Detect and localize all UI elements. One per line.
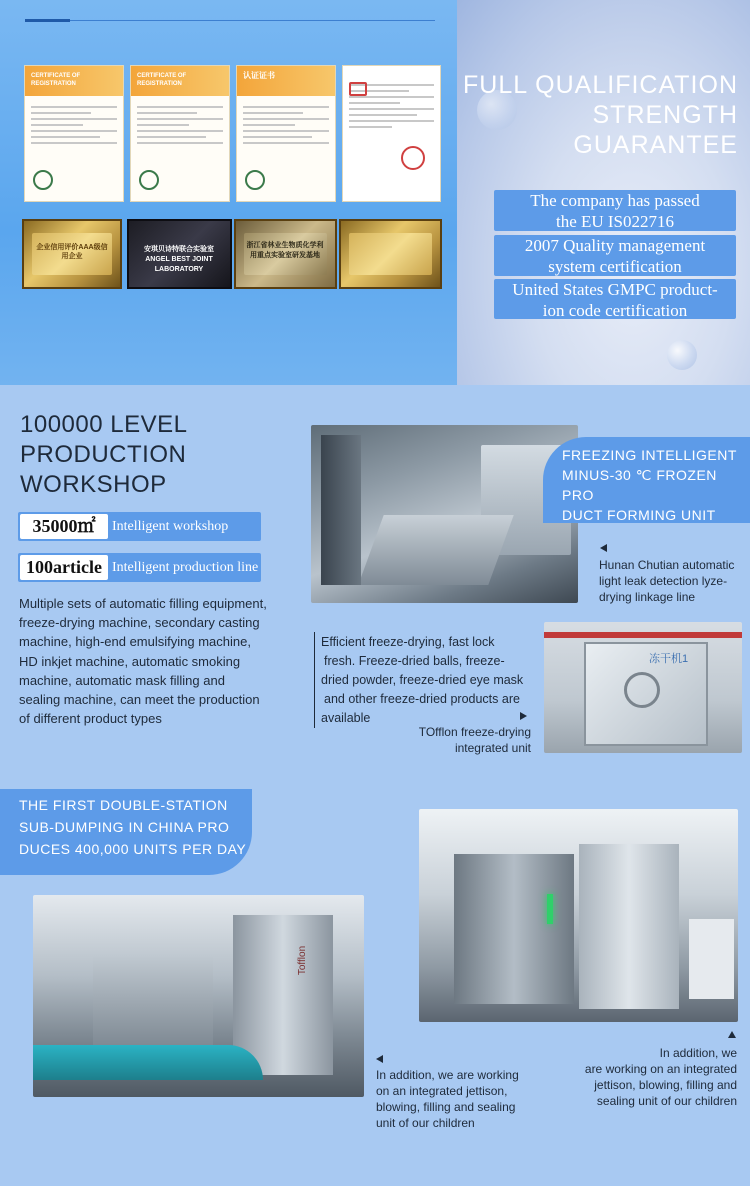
qualification-title-line2: STRENGTH GUARANTEE: [573, 101, 738, 159]
qualification-title-line1: FULL QUALIFICATION: [463, 71, 738, 99]
freezing-unit-tag: [543, 437, 750, 523]
water-drop-image: [667, 340, 697, 370]
caption-line: drying linkage line: [599, 590, 696, 604]
cert-item-line: the EU IS022716: [555, 212, 675, 231]
dumping-tag-line: SUB-DUMPING IN CHINA PRO: [19, 819, 230, 835]
stat-workshop-area: [18, 512, 261, 541]
stat-label: Intelligent production line: [112, 560, 259, 575]
caption-line: blowing, filling and sealing: [376, 1100, 516, 1114]
machine-label: 冻干机1: [649, 653, 689, 665]
plaque-image: [127, 219, 232, 289]
hunan-caption: [599, 557, 744, 605]
plaque-image: [234, 219, 337, 289]
stat-value: 35000㎡: [20, 514, 108, 539]
freeze-unit-photo: [311, 425, 578, 603]
cert-item-gmpc: [494, 279, 736, 319]
qualification-section: [0, 0, 750, 385]
qualification-title: [460, 70, 738, 160]
plaque-text: 企业信用评价AAA级信用企业: [36, 244, 108, 260]
certificate-image: [342, 65, 441, 202]
dumping-tag-line: DUCES 400,000 UNITS PER DAY: [19, 841, 247, 857]
caption-line: integrated unit: [454, 741, 531, 755]
description-line: available: [321, 711, 371, 725]
jettison-unit-photo: [419, 809, 738, 1022]
cert-item-quality: [494, 235, 736, 276]
arrow-left-icon: [600, 544, 607, 552]
description-line: dried powder, freeze-dried eye mask: [321, 673, 524, 687]
stat-production-lines: [18, 553, 261, 582]
workshop-title-line: PRODUCTION: [20, 441, 187, 468]
description-line: and other freeze-dried products are: [324, 692, 520, 706]
certificate-header: 认证证书: [243, 71, 275, 80]
plaque-text: 安琪贝诗特联合实验室 ANGEL BEST JOINT LABORATORY: [144, 246, 214, 273]
workshop-description: Multiple sets of automatic filling equipment, freeze-drying machine, secondary casting machine, high-end emulsifying machine, HD inkjet machine, automatic smoking machine, automatic mask filling and sealing machine, can meet the production of different product types: [19, 596, 267, 727]
jettison-caption-left: [376, 1067, 546, 1131]
caption-line: light leak detection lyze-: [599, 574, 728, 588]
caption-line: In addition, we: [659, 1046, 737, 1060]
arrow-up-icon: [728, 1031, 736, 1038]
freezing-tag-line: MINUS-30 ℃ FROZEN PRO: [562, 467, 717, 503]
caption-line: are working on an integrated: [584, 1062, 737, 1076]
freezing-tag-line: DUCT FORMING UNIT: [562, 507, 716, 523]
machine-label: Tofflon: [297, 945, 309, 976]
arrow-left-icon: [376, 1055, 383, 1063]
divider: [314, 632, 315, 728]
caption-line: jettison, blowing, filling and: [594, 1078, 737, 1092]
cert-item-line: system certification: [548, 257, 682, 276]
cert-item-line: 2007 Quality management: [524, 236, 706, 255]
jettison-caption-right: [560, 1045, 737, 1109]
description-line: Efficient freeze-drying, fast lock: [321, 635, 495, 649]
certificate-image: [130, 65, 230, 202]
dumping-tag-line: THE FIRST DOUBLE-STATION: [19, 797, 228, 813]
freeze-dry-description: [321, 633, 536, 728]
certificate-image: [236, 65, 336, 202]
caption-line: sealing unit of our children: [596, 1094, 737, 1108]
caption-line: Hunan Chutian automatic: [599, 558, 735, 572]
toffion-caption: [400, 724, 531, 756]
workshop-title: [20, 410, 240, 500]
plaque-image: [339, 219, 442, 289]
dumping-tag: [0, 789, 252, 875]
divider: [25, 20, 435, 21]
certificate-image: [24, 65, 124, 202]
plaque-text: 浙江省林业生物质化学利用重点实验室研发基地: [246, 242, 324, 259]
divider-accent: [25, 19, 70, 22]
freeze-dryer-photo: [544, 622, 742, 753]
plaque-image: [22, 219, 122, 289]
caption-line: unit of our children: [376, 1116, 475, 1130]
caption-line: TOfflon freeze-drying: [418, 725, 531, 739]
description-line: fresh. Freeze-dried balls, freeze-: [324, 654, 505, 668]
caption-line: In addition, we are working: [376, 1068, 519, 1082]
freezing-tag-line: FREEZING INTELLIGENT: [562, 447, 737, 463]
arrow-right-icon: [520, 712, 527, 720]
caption-line: on an integrated jettison,: [376, 1084, 508, 1098]
cert-item-line: ion code certification: [542, 301, 688, 320]
certificate-header: CERTIFICATE OF REGISTRATION: [137, 73, 187, 87]
stat-label: Intelligent workshop: [112, 519, 229, 534]
certificate-header: CERTIFICATE OF REGISTRATION: [31, 73, 81, 87]
stat-value: 100article: [20, 555, 108, 580]
cert-item-line: United States GMPC product-: [512, 280, 718, 299]
cert-item-line: The company has passed: [530, 191, 700, 210]
cert-item-eu: [494, 190, 736, 231]
workshop-title-line: 100000 LEVEL: [20, 411, 188, 438]
dumping-line-photo: [33, 895, 364, 1097]
workshop-title-line: WORKSHOP: [20, 471, 167, 498]
